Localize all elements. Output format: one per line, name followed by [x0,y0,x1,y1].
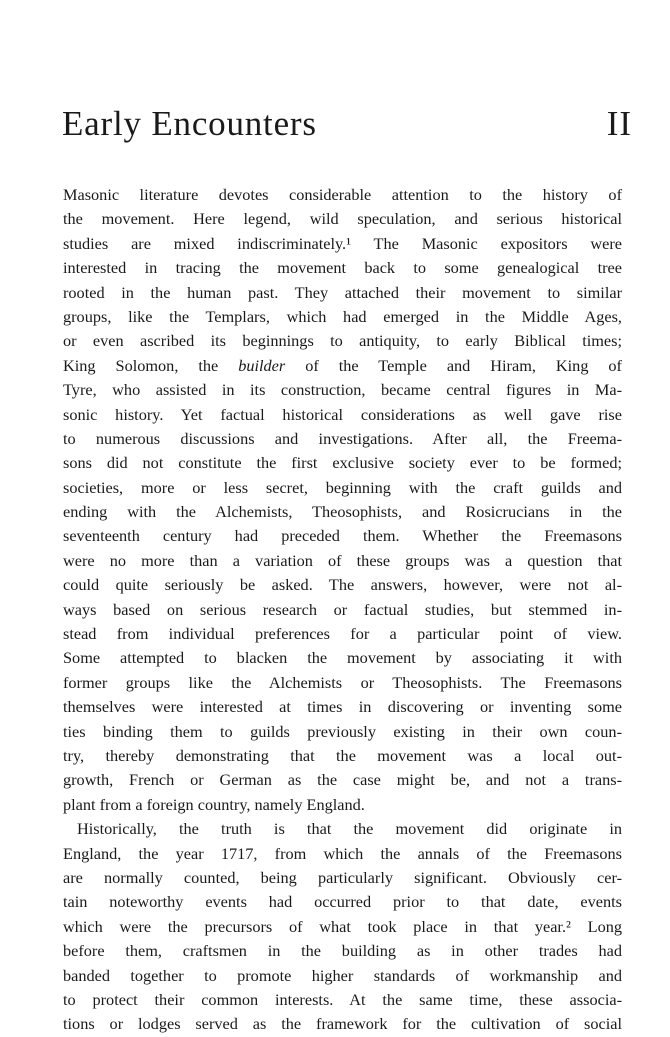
text-line: ending with the Alchemists, Theosophists, and Rosicrucians in the [63,502,622,522]
text-line: which were the precursors of what took place in that year.² Long [63,916,622,936]
text-line: ways based on serious research or factual studies, but stemmed in- [63,599,622,619]
text-line: stead from individual preferences for a particular point of view. [63,624,622,644]
text-line: groups, like the Templars, which had emerged in the Middle Ages, [63,306,622,326]
text-line: to protect their common interests. At the same time, these associa- [63,989,622,1009]
text-line: before them, craftsmen in the building as in other trades had [63,941,622,961]
text-line: the movement. Here legend, wild speculation, and serious historical [63,209,622,229]
text-line: to numerous discussions and investigations. After all, the Freema- [63,428,622,448]
text-line: or even ascribed its beginnings to antiquity, to early Biblical times; [63,331,622,351]
text-line: could quite seriously be asked. The answers, however, were not al- [63,575,622,595]
text-line: former groups like the Alchemists or Theosophists. The Freemasons [63,672,622,692]
text-line: are normally counted, being particularly significant. Obviously cer- [63,867,622,887]
text-line: themselves were interested at times in discovering or inventing some [63,697,622,717]
body-text [63,183,622,1037]
text-line: sons did not constitute the first exclusive society ever to be formed; [63,453,622,473]
text-line: tions or lodges served as the framework for the cultivation of social [63,1014,622,1034]
text-line: were no more than a variation of these groups was a question that [63,550,622,570]
text-line: banded together to promote higher standards of workmanship and [63,965,622,985]
text-line: rooted in the human past. They attached their movement to similar [63,282,622,302]
text-line: plant from a foreign country, namely England. [63,794,365,814]
text-line: interested in tracing the movement back to some genealogical tree [63,258,622,278]
italic-word: builder [238,355,286,375]
text-line: Some attempted to blacken the movement by associating it with [63,648,622,668]
text-line: Masonic literature devotes considerable attention to the history of [63,185,622,204]
text-line: sonic history. Yet factual historical considerations as well gave rise [63,404,622,424]
text-line: seventeenth century had preceded them. Whether the Freemasons [63,526,622,546]
text-line: growth, French or German as the case might be, and not a trans- [63,770,622,790]
text-line: Tyre, who assisted in its construction, became central figures in Ma- [63,380,622,400]
text-line [63,354,622,378]
text-line: tain noteworthy events had occurred prior to that date, events [63,892,622,912]
text-line: try, thereby demonstrating that the movement was a local out- [63,745,622,765]
text-line: England, the year 1717, from which the annals of the Freemasons [63,843,622,863]
text-line: societies, more or less secret, beginning with the craft guilds and [63,477,622,497]
text-segment: of the Temple and Hiram, King of [285,355,622,375]
text-segment: King Solomon, the [63,355,239,375]
chapter-header [62,104,632,148]
text-line: Historically, the truth is that the movement did originate in [77,819,622,839]
chapter-numeral: II [606,104,632,143]
chapter-title: Early Encounters [62,104,317,143]
text-line: studies are mixed indiscriminately.¹ The Masonic expositors were [63,233,622,253]
text-line: ties binding them to guilds previously existing in their own coun- [63,721,622,741]
